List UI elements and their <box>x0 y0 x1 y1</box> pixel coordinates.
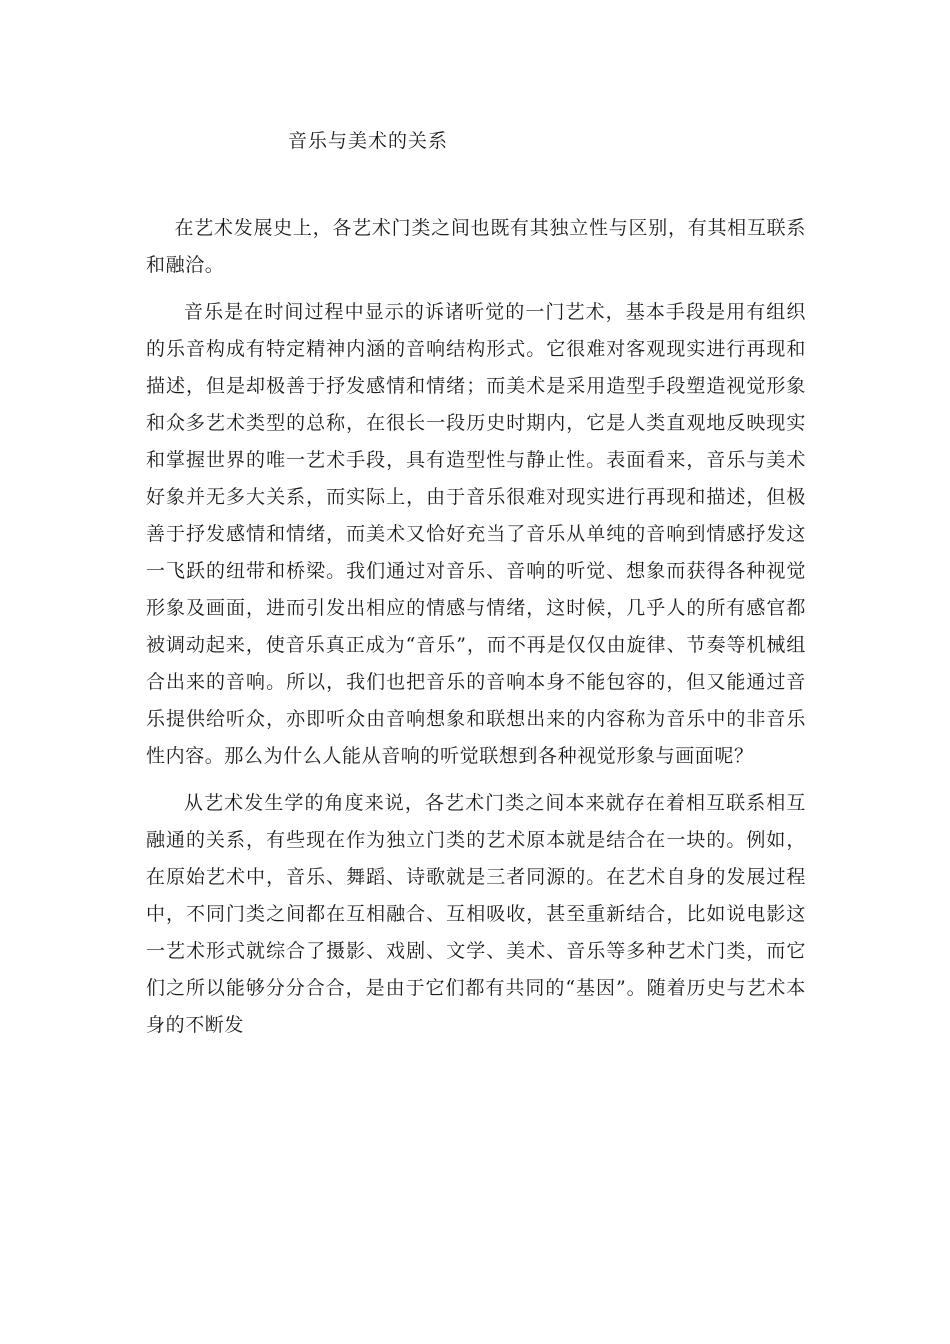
paragraph-1: 在艺术发展史上，各艺术门类之间也既有其独立性与区别，有其相互联系和融洽。 <box>146 217 806 276</box>
paragraph-3: 从艺术发生学的角度来说，各艺术门类之间本来就存在着相互联系相互融通的关系，有些现在作为独立门类的艺术原本就是结合在一块的。例如，在原始艺术中，音乐、舞蹈、诗歌就是三者同源的。在艺术自身的发展过程中，不同门类之间都在互相融合、互相吸收，甚至重新结合，比如说电影这一艺术形式就综合了摄影、戏剧、文学、美术、音乐等多种艺术门类，而它们之所以能够分分合合，是由于它们都有共同的“基因”。随着历史与艺术本身的不断发 <box>146 792 806 1036</box>
paragraph-2: 音乐是在时间过程中显示的诉诸听觉的一门艺术，基本手段是用有组织的乐音构成有特定精神内涵的音响结构形式。它很难对客观现实进行再现和描述，但是却极善于抒发感情和情绪；而美术是采用造型手段塑造视觉形象和众多艺术类型的总称，在很长一段历史时期内，它是人类直观地反映现实和掌握世界的唯一艺术手段，具有造型性与静止性。表面看来，音乐与美术好象并无多大关系，而实际上，由于音乐很难对现实进行再现和描述，但极善于抒发感情和情绪，而美术又恰好充当了音乐从单纯的音响到情感抒发这一飞跃的纽带和桥梁。我们通过对音乐、音响的听觉、想象而获得各种视觉形象及画面，进而引发出相应的情感与情绪，这时候，几乎人的所有感官都被调动起来，使音乐真正成为“音乐”，而不再是仅仅由旋律、节奏等机械组合出来的音响。所以，我们也把音乐的音响本身不能包容的，但又能通过音乐提供给听众，亦即听众由音响想象和联想出来的内容称为音乐中的非音乐性内容。那么为什么人能从音响的听觉联想到各种视觉形象与画面呢？ <box>146 301 806 767</box>
document-title: 音乐与美术的关系 <box>288 130 449 152</box>
document-body <box>146 210 806 1054</box>
